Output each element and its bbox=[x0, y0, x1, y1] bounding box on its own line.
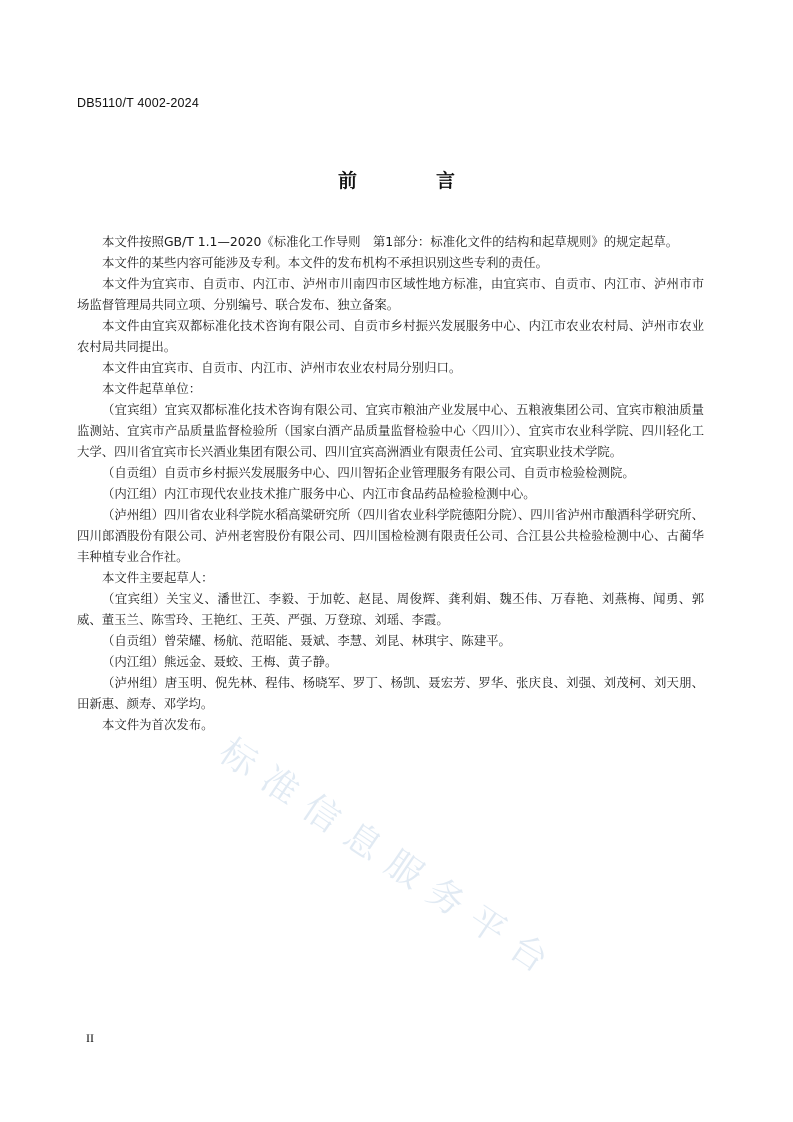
paragraph: 本文件主要起草人： bbox=[102, 570, 214, 585]
paragraph: （宜宾组）宜宾双都标准化技术咨询有限公司、宜宾市粮油产业发展中心、五粮液集团公司、宜宾市粮油质量监测站、宜宾市产品质量监督检验所（国家白酒产品质量监督检验中心〈四川〉）、宜宾市农业科学院、四川轻化工大学、四川省宜宾市长兴酒业集团有限公司、四川宜宾高洲酒业有限责任公司、宜宾职业技术学院。 bbox=[77, 402, 704, 459]
paragraph: 本文件按照GB/T 1.1—2020《标准化工作导则 第1部分：标准化文件的结构和起草规则》的规定起草。 bbox=[102, 234, 679, 249]
foreword-body bbox=[77, 231, 704, 735]
paragraph: （自贡组）曾荣耀、杨航、范昭能、聂斌、李慧、刘昆、林琪宇、陈建平。 bbox=[102, 633, 511, 648]
paragraph: （泸州组）四川省农业科学院水稻高粱研究所（四川省农业科学院德阳分院）、四川省泸州市酿酒科学研究所、四川郎酒股份有限公司、泸州老窖股份有限公司、四川国检检测有限责任公司、合江县公共检验检测中心、古蔺华丰种植专业合作社。 bbox=[77, 507, 704, 564]
paragraph: （泸州组）唐玉明、倪先林、程伟、杨晓军、罗丁、杨凯、聂宏芳、罗华、张庆良、刘强、刘茂柯、刘天朋、田新惠、颜寿、邓学均。 bbox=[77, 675, 704, 711]
paragraph: 本文件起草单位： bbox=[102, 381, 202, 396]
page-title: 前 言 bbox=[337, 170, 485, 192]
watermark: 标准信息服务平台 bbox=[211, 730, 567, 989]
document-code: DB5110/T 4002-2024 bbox=[77, 96, 199, 110]
paragraph: （自贡组）自贡市乡村振兴发展服务中心、四川智拓企业管理服务有限公司、自贡市检验检测院。 bbox=[102, 465, 635, 480]
paragraph: 本文件为首次发布。 bbox=[102, 717, 214, 732]
paragraph: 本文件的某些内容可能涉及专利。本文件的发布机构不承担识别这些专利的责任。 bbox=[102, 255, 549, 270]
paragraph: 本文件由宜宾市、自贡市、内江市、泸州市农业农村局分别归口。 bbox=[102, 360, 462, 375]
paragraph: （宜宾组）关宝义、潘世江、李毅、于加乾、赵昆、周俊辉、龚利娟、魏丕伟、万春艳、刘燕梅、闻勇、郭威、董玉兰、陈雪玲、王艳红、王英、严强、万登琼、刘瑶、李霞。 bbox=[77, 591, 704, 627]
paragraph: （内江组）内江市现代农业技术推广服务中心、内江市食品药品检验检测中心。 bbox=[102, 486, 536, 501]
paragraph: （内江组）熊远金、聂蛟、王梅、黄子静。 bbox=[102, 654, 338, 669]
paragraph: 本文件由宜宾双都标准化技术咨询有限公司、自贡市乡村振兴发展服务中心、内江市农业农村局、泸州市农业农村局共同提出。 bbox=[77, 318, 704, 354]
paragraph: 本文件为宜宾市、自贡市、内江市、泸州市川南四市区域性地方标准，由宜宾市、自贡市、内江市、泸州市市场监督管理局共同立项、分别编号、联合发布、独立备案。 bbox=[77, 276, 704, 312]
page-number: II bbox=[86, 1031, 94, 1045]
